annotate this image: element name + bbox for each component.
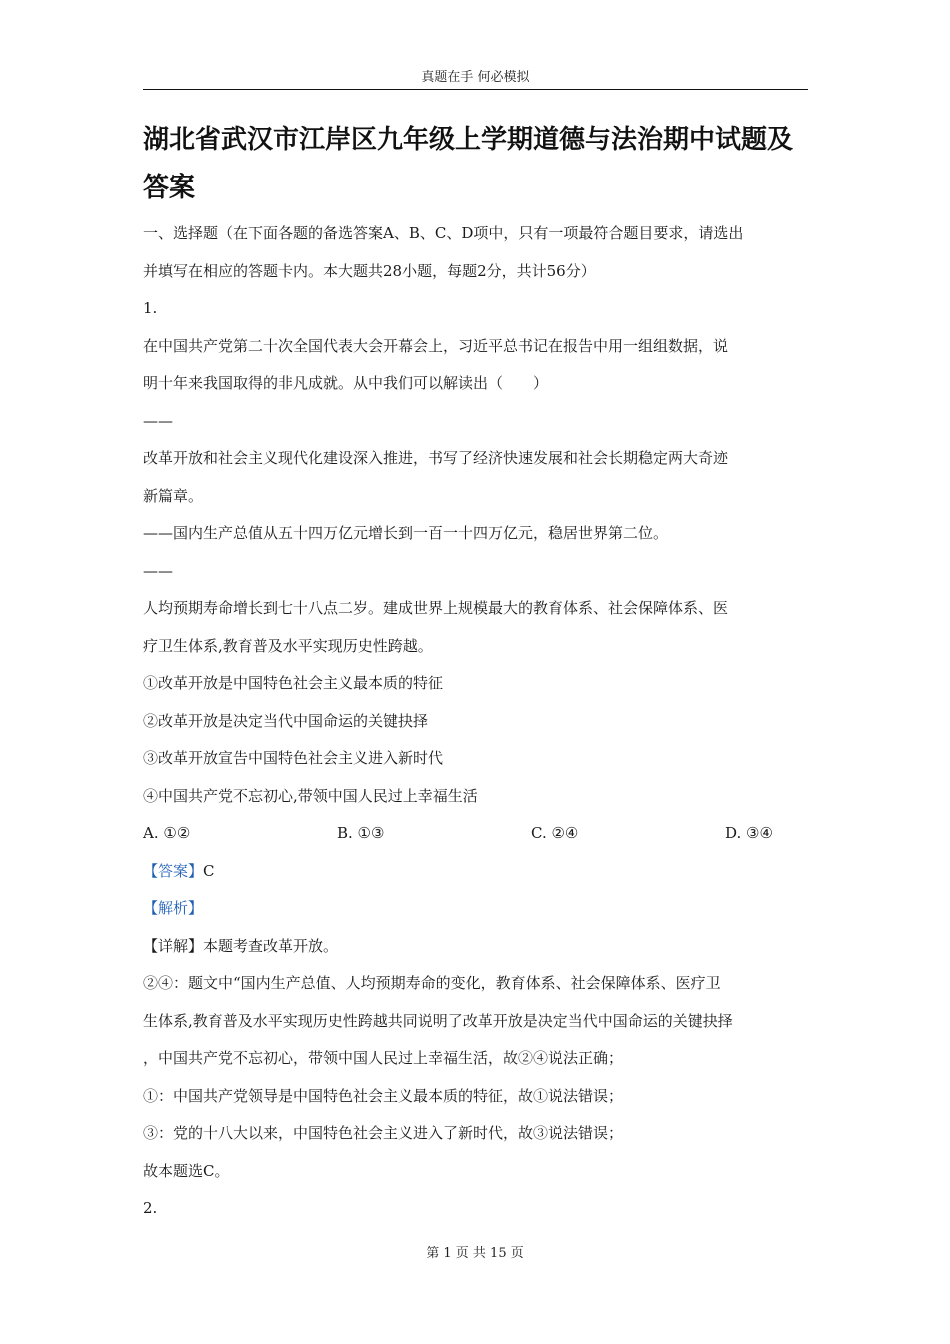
material-3-line-1: 人均预期寿命增长到七十八点二岁。建成世界上规模最大的教育体系、社会保障体系、医	[143, 599, 729, 617]
option-b: B. ①③	[337, 824, 385, 842]
question-1-stem-line-1: 在中国共产党第二十次全国代表大会开幕会上，习近平总书记在报告中用一组组数据，说	[143, 336, 729, 355]
question-1-stem-line-2: 明十年来我国取得的非凡成就。从中我们可以解读出（ ）	[143, 374, 549, 392]
explanation-line-1: ②④：题文中“国内生产总值、人均预期寿命的变化，教育体系、社会保障体系、医疗卫	[143, 974, 721, 992]
answer-value: C	[203, 861, 215, 880]
answer-line	[143, 853, 808, 891]
header-divider	[143, 89, 808, 90]
section-heading-line-1: 一、选择题（在下面各题的备选答案A、B、C、D项中，只有一项最符合题目要求，请选出	[143, 224, 744, 242]
material-1-line-2: 新篇章。	[143, 486, 204, 505]
material-1-line-1: 改革开放和社会主义现代化建设深入推进，书写了经济快速发展和社会长期稳定两大奇迹	[143, 449, 729, 467]
material-3-line-2: 疗卫生体系,教育普及水平实现历史性跨越。	[143, 636, 433, 655]
material-dash-2: ——	[143, 561, 173, 580]
analysis-tag: 【解析】	[143, 899, 204, 917]
page-header-slogan: 真题在手 何必模拟	[421, 70, 530, 85]
statement-1: ①改革开放是中国特色社会主义最本质的特征	[143, 674, 444, 692]
option-d: D. ③④	[725, 824, 773, 842]
explanation-line-5: ③：党的十八大以来，中国特色社会主义进入了新时代，故③说法错误；	[143, 1124, 624, 1142]
conclusion-line: 故本题选C。	[143, 1161, 230, 1180]
statement-4: ④中国共产党不忘初心,带领中国人民过上幸福生活	[143, 786, 478, 805]
page-footer: 第 1 页 共 15 页	[426, 1246, 524, 1261]
detail-line: 【详解】本题考查改革开放。	[143, 936, 339, 955]
answer-tag: 【答案】	[143, 861, 204, 880]
document-body	[143, 215, 808, 1228]
option-c: C. ②④	[531, 824, 579, 842]
explanation-line-3: ，中国共产党不忘初心，带领中国人民过上幸福生活，故②④说法正确；	[143, 1049, 624, 1067]
statement-2: ②改革开放是决定当代中国命运的关键抉择	[143, 711, 429, 730]
material-2: ——国内生产总值从五十四万亿元增长到一百一十四万亿元，稳居世界第二位。	[143, 524, 669, 542]
document-title: 湖北省武汉市江岸区九年级上学期道德与法治期中试题及答案	[143, 125, 794, 203]
statement-3: ③改革开放宣告中国特色社会主义进入新时代	[143, 749, 444, 767]
question-2-number: 2.	[143, 1199, 158, 1217]
answer-options	[143, 815, 808, 853]
explanation-line-2: 生体系,教育普及水平实现历史性跨越共同说明了改革开放是决定当代中国命运的关键抉择	[143, 1011, 733, 1030]
explanation-line-4: ①：中国共产党领导是中国特色社会主义最本质的特征，故①说法错误；	[143, 1086, 624, 1105]
material-dash-1: ——	[143, 411, 173, 430]
question-1-number: 1.	[143, 299, 158, 317]
option-a: A. ①②	[143, 824, 191, 842]
section-heading-line-2: 并填写在相应的答题卡内。本大题共28小题，每题2分，共计56分）	[143, 261, 596, 280]
